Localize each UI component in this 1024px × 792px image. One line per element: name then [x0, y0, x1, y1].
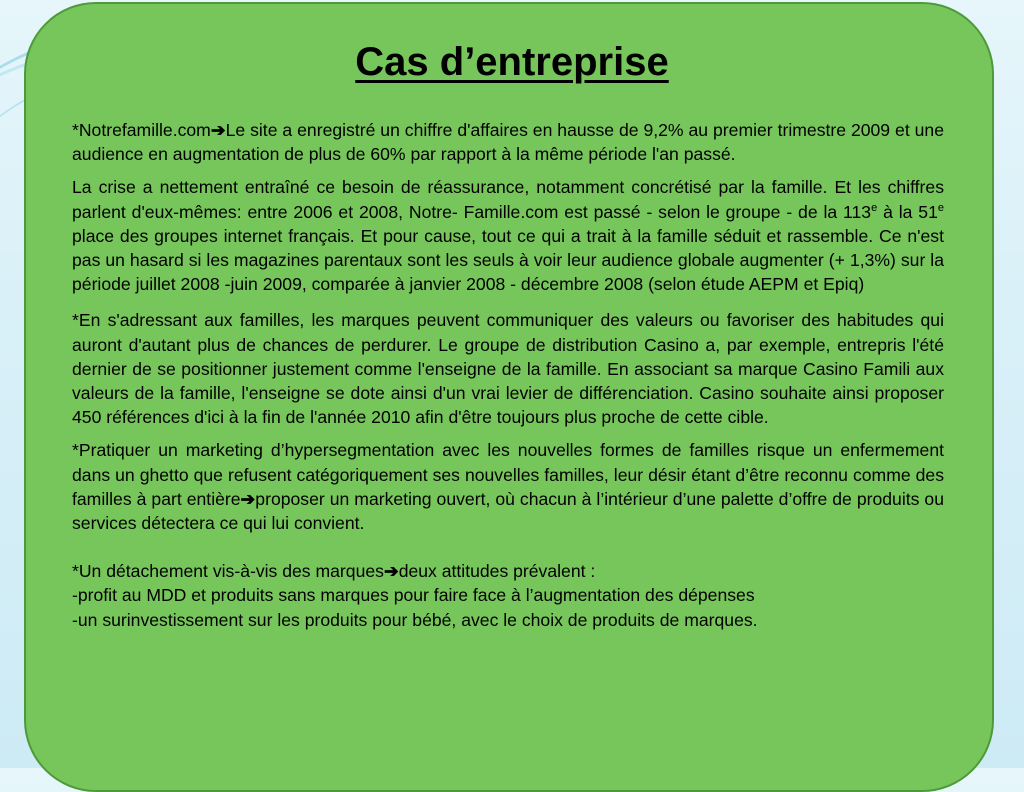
list-item-mdd: -profit au MDD et produits sans marques pour faire face à l’augmentation des dépenses: [72, 585, 755, 606]
paragraph-casino: *En s'adressant aux familles, les marques peuvent communiquer des valeurs ou favoriser des habitudes qui auront d'autant plus de chances de perdurer. Le groupe de distribution Casino a, par exemple, entrepris l'été dernier de se positionner justement comme l'enseigne de la famille. En associant sa marque Casino Famili aux valeurs de la famille, l'enseigne se dote ainsi d'un vrai levier de différenciation. Casino souhaite ainsi proposer 450 références d'ici à la fin de l'année 2010 afin d'être toujours plus proche de cette cible.: [72, 310, 944, 428]
paragraph-crise: La crise a nettement entraîné ce besoin de réassurance, notamment concrétisé par la famille. Et les chiffres parlent d'eux-mêmes: entre 2006 et 2008, Notre- Famille.com est passé - selon le groupe - de la 113e à la 51e place des groupes internet français. Et pour cause, tout ce qui a trait à la famille séduit et rassemble. Ce n'est pas un hasard si les magazines parentaux sont les seuls à voir leur audience globale augmenter (+ 1,3%) sur la période juillet 2008 -juin 2009, comparée à janvier 2008 - décembre 2008 (selon étude AEPM et Epiq): [72, 177, 944, 295]
list-item-bebe: -un surinvestissement sur les produits pour bébé, avec le choix de produits de marques.: [72, 609, 758, 630]
slide-title: Cas d’entreprise: [355, 40, 669, 84]
paragraph-detachement: *Un détachement vis-à-vis des marques➔deux attitudes prévalent :: [72, 561, 596, 582]
slide-body: [72, 118, 944, 632]
arrow-right-icon: ➔: [383, 561, 399, 582]
paragraph-hypersegmentation: *Pratiquer un marketing d’hypersegmentation avec les nouvelles formes de familles risque un enfermement dans un ghetto que refusent catégoriquement ses nouvelles familles, leur désir étant d’être reconnu comme des familles à part entière➔proposer un marketing ouvert, où chacun à l’intérieur d’une palette d’offre de produits ou services détectera ce qui lui convient.: [72, 440, 944, 534]
paragraph-notrefamille: *Notrefamille.com➔Le site a enregistré un chiffre d'affaires en hausse de 9,2% au premier trimestre 2009 et une audience en augmentation de plus de 60% par rapport à la même période l'an passé.: [72, 120, 944, 165]
arrow-right-icon: ➔: [240, 488, 256, 509]
arrow-right-icon: ➔: [210, 120, 226, 140]
